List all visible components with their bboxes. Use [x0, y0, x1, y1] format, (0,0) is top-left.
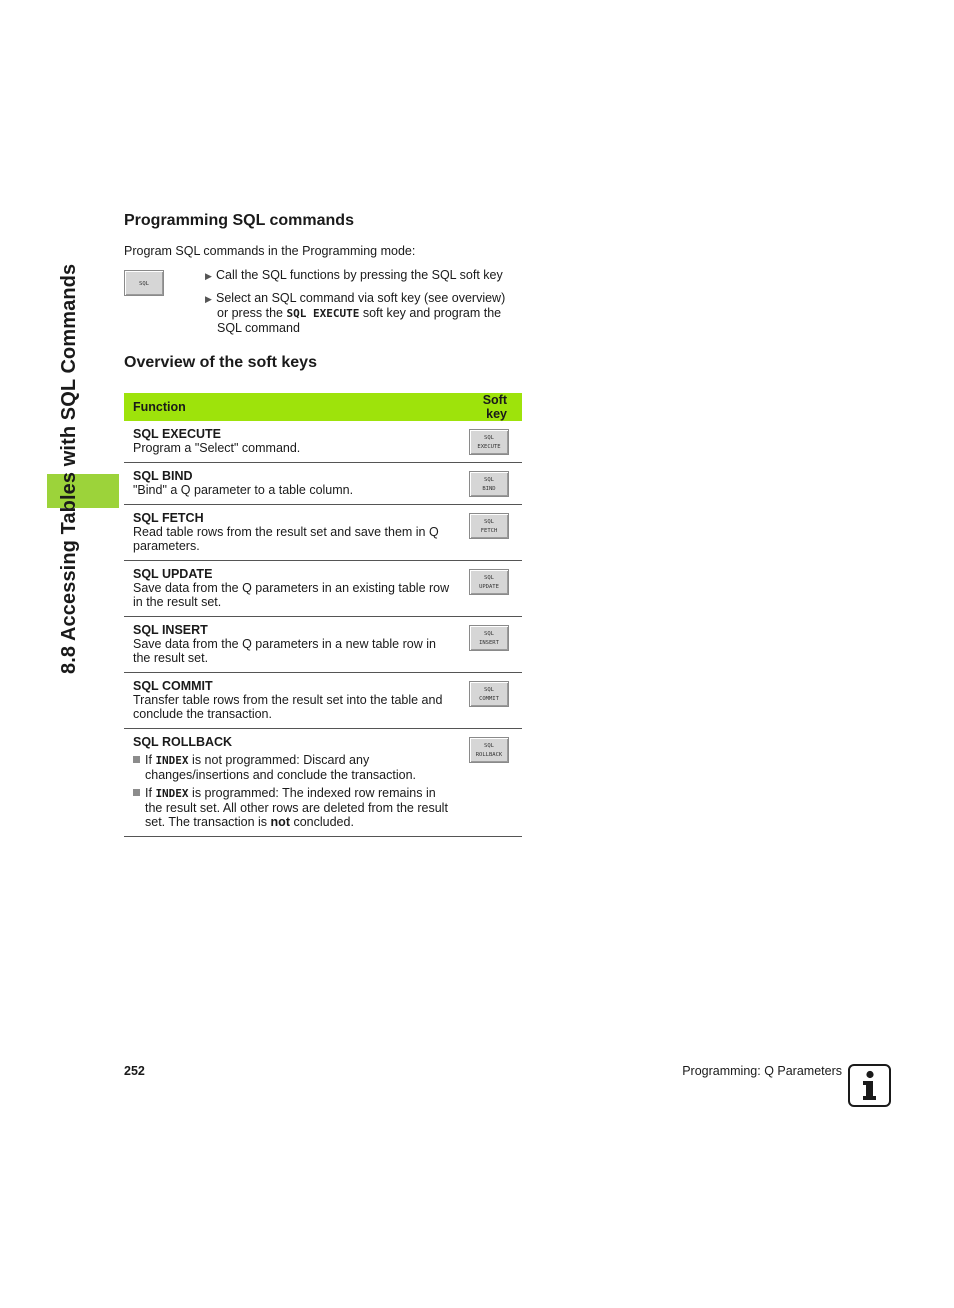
table-row — [124, 505, 522, 561]
function-cell — [124, 617, 459, 673]
softkey-bottom-label: FETCH — [480, 528, 498, 534]
header-function: Function — [124, 393, 459, 421]
section-title-overview: Overview of the soft keys — [124, 354, 317, 371]
bullet-text: concluded. — [293, 815, 354, 829]
step-1 — [205, 268, 525, 283]
softkey-button[interactable] — [469, 681, 509, 707]
step-2-text-a: Select an SQL command via soft key (see overview) — [216, 291, 506, 305]
bullet-text: is not programmed: Discard any changes/insertions and conclude the transaction. — [145, 753, 417, 782]
softkey-button[interactable] — [469, 429, 509, 455]
code-index: INDEX — [155, 787, 189, 800]
step-2-text-c: soft key and program the — [362, 306, 502, 320]
softkey-button[interactable] — [469, 513, 509, 539]
arrow-right-icon: ▶ — [205, 271, 212, 281]
function-cell — [124, 505, 459, 561]
softkey-cell — [459, 617, 522, 673]
softkey-cell — [459, 463, 522, 505]
page-number: 252 — [124, 1064, 145, 1078]
function-name: SQL FETCH — [133, 511, 204, 525]
function-name: SQL BIND — [133, 469, 193, 483]
step-2-text-b: or press the — [217, 306, 284, 320]
function-name: SQL INSERT — [133, 623, 208, 637]
table-row — [124, 561, 522, 617]
function-cell — [124, 561, 459, 617]
function-name: SQL EXECUTE — [133, 427, 221, 441]
step-1-text: Call the SQL functions by pressing the SQL soft key — [216, 268, 503, 282]
section-title-programming: Programming SQL commands — [124, 212, 354, 229]
softkey-top-label: SQL — [484, 435, 494, 441]
function-desc: Transfer table rows from the result set into the table and conclude the transaction. — [133, 693, 443, 721]
function-name: SQL COMMIT — [133, 679, 213, 693]
function-cell — [124, 729, 459, 837]
code-index: INDEX — [155, 754, 189, 767]
softkey-bottom-label: UPDATE — [479, 584, 499, 590]
table-header-row — [124, 393, 522, 421]
step-2-code: SQL EXECUTE — [286, 307, 360, 320]
softkey-rollback[interactable] — [469, 737, 509, 763]
bold-not: not — [270, 815, 290, 829]
bullet-item — [133, 753, 451, 782]
softkey-bottom-label: ROLLBACK — [475, 752, 503, 758]
table-row — [124, 463, 522, 505]
softkey-top-label: SQL — [484, 519, 494, 525]
bullet-text: If — [145, 786, 152, 800]
bullet-text: is programmed: The indexed row remains in the result set. All other rows are deleted from the result set. The transaction is — [145, 786, 448, 829]
table-row — [124, 617, 522, 673]
function-desc: Save data from the Q parameters in an existing table row in the result set. — [133, 581, 450, 609]
softkey-bottom-label: COMMIT — [479, 696, 499, 702]
softkey-top-label: SQL — [484, 687, 494, 693]
function-desc: Program a "Select" command. — [133, 441, 301, 455]
square-bullet-icon — [133, 789, 140, 796]
square-bullet-icon — [133, 756, 140, 763]
softkey-cell — [459, 729, 522, 837]
bullet-text: If — [145, 753, 152, 767]
function-cell — [124, 421, 459, 463]
arrow-right-icon: ▶ — [205, 294, 212, 304]
softkey-top-label: SQL — [484, 631, 494, 637]
softkey-cell — [459, 673, 522, 729]
softkey-top-label: SQL — [484, 477, 494, 483]
function-cell — [124, 673, 459, 729]
header-softkey: Soft key — [459, 393, 522, 421]
info-icon — [848, 1064, 891, 1107]
function-desc: "Bind" a Q parameter to a table column. — [133, 483, 354, 497]
softkey-cell — [459, 421, 522, 463]
softkey-top-label: SQL — [484, 743, 494, 749]
intro-text: Program SQL commands in the Programming mode: — [124, 244, 416, 258]
step-2-text-d: SQL command — [217, 321, 300, 335]
softkey-bottom-label: BIND — [482, 486, 496, 492]
function-desc: Read table rows from the result set and save them in Q parameters. — [133, 525, 439, 553]
table-row — [124, 421, 522, 463]
softkey-button[interactable] — [469, 471, 509, 497]
softkey-cell — [459, 561, 522, 617]
function-desc: Save data from the Q parameters in a new table row in the result set. — [133, 637, 436, 665]
softkey-bottom-label: INSERT — [479, 640, 499, 646]
table-row — [124, 729, 522, 837]
chapter-side-title: 8.8 Accessing Tables with SQL Commands — [58, 263, 80, 674]
softkey-cell — [459, 505, 522, 561]
sql-softkey[interactable] — [124, 270, 164, 296]
footer-chapter: Programming: Q Parameters — [682, 1064, 842, 1078]
table-row — [124, 673, 522, 729]
softkey-table — [124, 393, 522, 837]
softkey-button[interactable] — [469, 569, 509, 595]
function-name: SQL UPDATE — [133, 567, 213, 581]
softkey-top-label: SQL — [484, 575, 494, 581]
softkey-button[interactable] — [469, 625, 509, 651]
bullet-item — [133, 786, 451, 829]
sql-softkey-label: SQL — [139, 281, 149, 287]
function-cell — [124, 463, 459, 505]
softkey-bottom-label: EXECUTE — [477, 444, 501, 450]
step-2 — [205, 291, 525, 335]
function-name: SQL ROLLBACK — [133, 735, 233, 749]
